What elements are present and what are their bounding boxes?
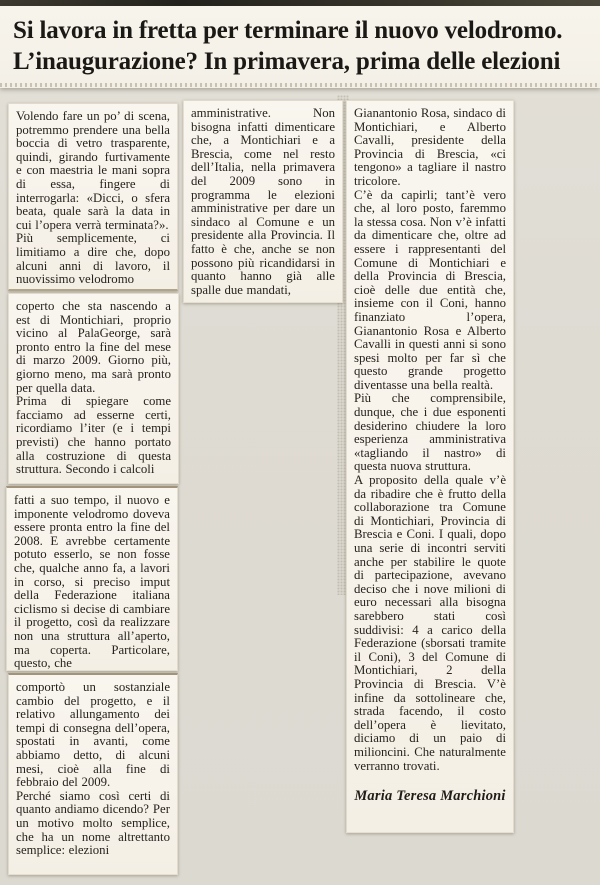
column3-strip1 xyxy=(346,100,514,833)
paragraph: comportò un sostanziale cambio del progetto, e il relativo allungamento dei tempi di consegna dell’opera, spostati in avanti, come abbiamo detto, di alcuni mesi, cioè alla fine di febbraio del 2009. xyxy=(16,680,170,790)
article-headline xyxy=(0,6,600,77)
paragraph: Più che comprensibile, dunque, che i due esponenti desiderino chiudere la loro esperienza amministrativa «tagliando il nastro» di questa nuova struttura. xyxy=(354,391,506,474)
paragraph: Volendo fare un po’ di scena, potremmo prendere una bella boccia di vetro trasparente, quindi, girando furtivamente e con maestria le mani sopra di essa, fingere di interrogarla: «Dicci, o sfera beata, quale sarà la data in cui l’opera verrà terminata?». xyxy=(16,109,170,232)
paragraph: A proposito della quale v’è da ribadire che è frutto della collaborazione tra Comune di Montichiari, Provincia di Brescia e Coni. I quali, dopo una serie di incontri serviti anche per stabilire le quote di partecipazione, avevano deciso che i nove milioni di euro necessari alla bisogna sarebbero stati così suddivisi: 4 a carico della Federazione (sborsati tramite il Coni), 3 del Comune di Montichiari, 2 della Provincia di Brescia. V’è infine da sottolineare che, strada facendo, il costo dell’opera è lievitato, diciamo di un paio di milioncini. Che naturalmente verranno trovati. xyxy=(354,473,506,773)
paragraph: coperto che sta nascendo a est di Montichiari, proprio vicino al PalaGeorge, sarà pronto entro la fine del mese di marzo 2009. Giorno più, giorno meno, ma sarà pronto per quella data. xyxy=(16,299,171,395)
paragraph: C’è da capirli; tant’è vero che, al loro posto, faremmo la stessa cosa. Non v’è infatti da dimenticare che, oltre ad essere i rappresentanti del Comune di Montichiari e della Provincia di Brescia, cioè delle due entità che, insieme con il Coni, hanno finanziato l’opera, Gianantonio Rosa e Alberto Cavalli in questi anni si sono spesi molto per far sì che questo grande progetto diventasse una bella realtà. xyxy=(354,187,506,392)
column1-strip1 xyxy=(8,103,178,291)
column2-strip1 xyxy=(183,100,343,303)
torn-paper-edge xyxy=(0,83,600,87)
paragraph: Più semplicemente, ci limitiamo a dire che, dopo alcuni anni di lavoro, il nuovissimo velodromo xyxy=(16,231,170,287)
headline-strip xyxy=(0,6,600,88)
column1-strip4 xyxy=(8,673,178,875)
paragraph: Prima di spiegare come facciamo ad esserne certi, ricordiamo l’iter (e i tempi previsti) che hanno portato alla costruzione di questa struttura. Secondo i calcoli xyxy=(16,394,171,477)
column1-strip3 xyxy=(6,486,178,671)
paragraph: amministrative. Non bisogna infatti dimenticare che, a Montichiari e a Brescia, come nel resto dell’Italia, nella primavera del 2009 sono in programma le elezioni amministrative per dare un sindaco al Comune e un presidente alla Provincia. Il fatto è che, anche se non possono più ricandidarsi in quanto hanno già alle spalle due mandati, xyxy=(191,106,335,297)
author-byline: Maria Teresa Marchioni xyxy=(354,788,506,805)
headline-line-1: Si lavora in fretta per terminare il nuovo velodromo. xyxy=(13,17,563,44)
column1-strip2 xyxy=(8,293,179,484)
headline-line-2: L’inaugurazione? In primavera, prima delle elezioni xyxy=(13,48,561,75)
paragraph: fatti a suo tempo, il nuovo e imponente velodromo doveva essere pronta entro la fine del 2008. E avrebbe certamente potuto esserlo, se non fosse che, qualche anno fa, a lavori in corso, si preciso imput della Federazione italiana ciclismo si decise di cambiare il progetto, così da realizzare non una struttura all’aperto, ma coperta. Particolare, questo, che xyxy=(14,493,170,671)
paragraph: Gianantonio Rosa, sindaco di Montichiari, e Alberto Cavalli, presidente della Provincia di Brescia, «ci tengono» a tagliare il nastro tricolore. xyxy=(354,106,506,188)
paragraph: Perché siamo così certi di quanto andiamo dicendo? Per un motivo molto semplice, che ha un nome altrettanto semplice: elezioni xyxy=(16,788,170,858)
